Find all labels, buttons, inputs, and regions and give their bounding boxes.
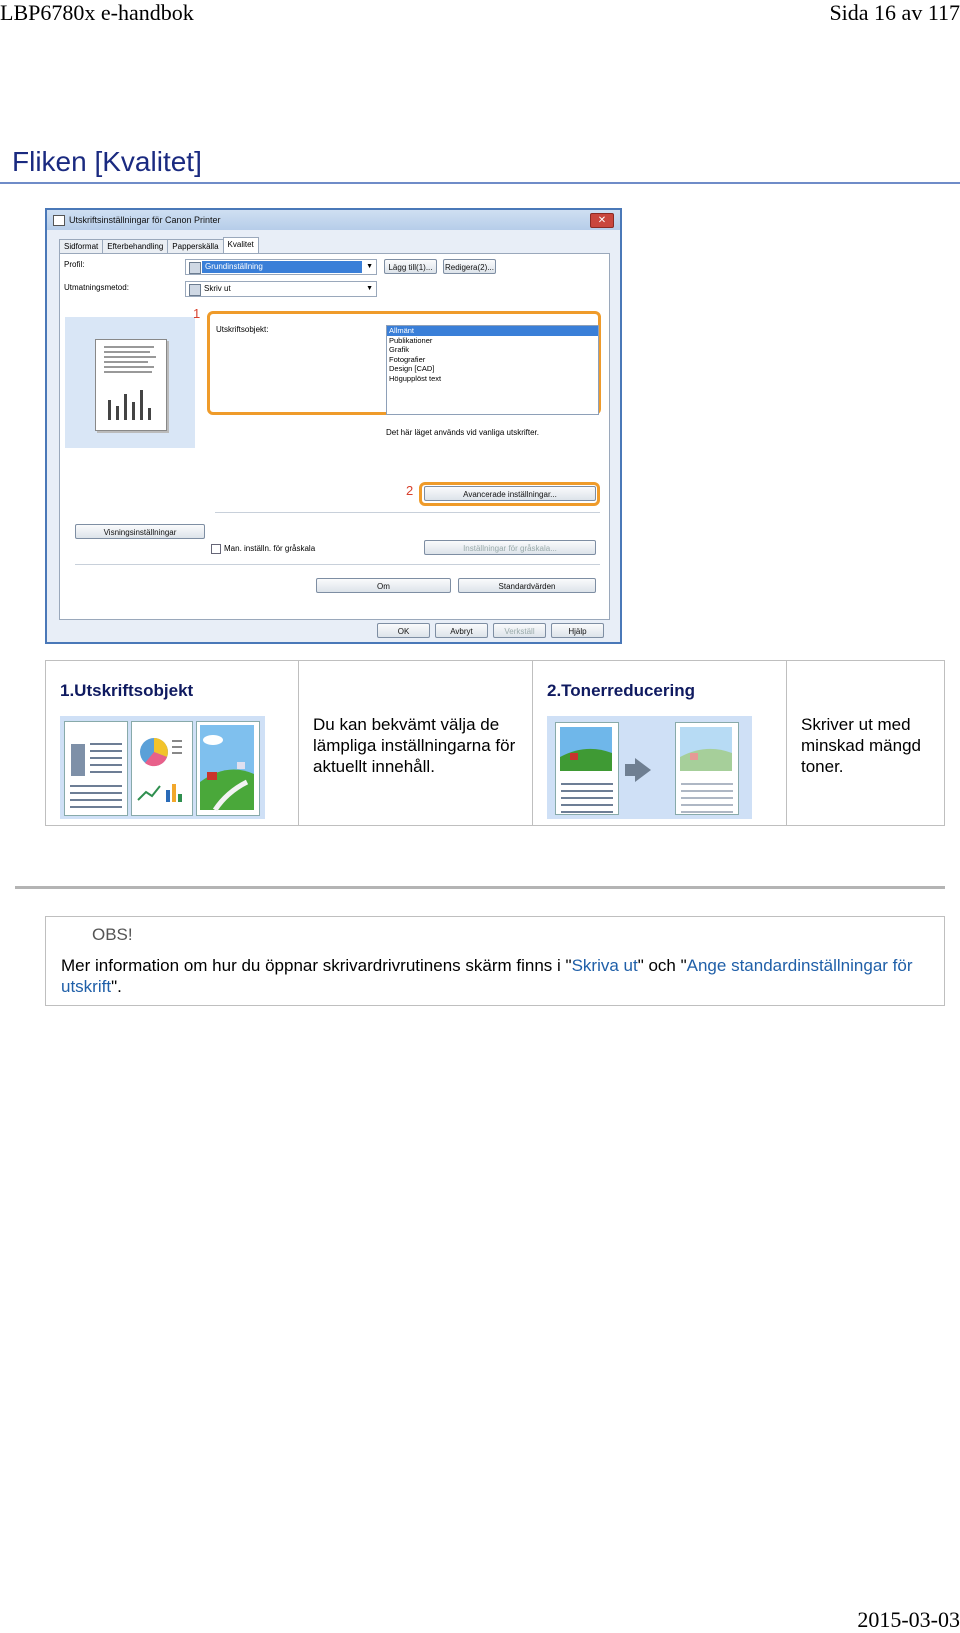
- tab-bar: [59, 237, 258, 253]
- close-button[interactable]: ✕: [590, 213, 614, 228]
- arrow-right-icon: [635, 758, 651, 782]
- print-settings-dialog: [45, 208, 622, 644]
- add-profile-button[interactable]: Lägg till(1)...: [384, 259, 437, 274]
- tab-quality[interactable]: Kvalitet: [223, 237, 259, 254]
- photo-page-icon: [196, 721, 260, 816]
- callout-number-1: 1: [193, 306, 201, 321]
- reduced-toner-page-icon: [675, 722, 739, 815]
- item1-description-cell: [299, 661, 533, 826]
- printer-icon: [53, 215, 65, 226]
- grayscale-checkbox[interactable]: [211, 544, 221, 554]
- feature-table: [45, 660, 945, 826]
- chevron-down-icon: ▼: [366, 285, 373, 292]
- list-item[interactable]: Allmänt: [387, 326, 598, 336]
- printer-icon: [189, 284, 201, 296]
- help-button[interactable]: Hjälp: [551, 623, 604, 638]
- chevron-down-icon: ▼: [366, 263, 373, 270]
- note-heading: OBS!: [92, 925, 133, 944]
- item2-cell: [533, 661, 787, 826]
- item1-cell: [46, 661, 299, 826]
- dialog-titlebar: [47, 210, 620, 230]
- item2-description-cell: [787, 661, 945, 826]
- item2-title: 2.Tonerreducering: [547, 681, 695, 700]
- preview-page: [95, 339, 167, 431]
- tab-page-setup[interactable]: Sidformat: [59, 239, 103, 254]
- profile-select[interactable]: [185, 259, 377, 275]
- about-button[interactable]: Om: [316, 578, 451, 593]
- tab-paper-source[interactable]: Papperskälla: [167, 239, 223, 254]
- link-default-settings[interactable]: Ange standardinställningar för utskrift: [61, 956, 913, 996]
- document-page-icon: [64, 721, 128, 816]
- grayscale-checkbox-label: Man. inställn. för gråskala: [224, 544, 316, 553]
- grayscale-settings-button[interactable]: Inställningar för gråskala...: [424, 540, 596, 555]
- list-item[interactable]: Publikationer: [389, 335, 433, 345]
- cancel-button[interactable]: Avbryt: [435, 623, 488, 638]
- print-objective-illustration: [60, 716, 265, 819]
- output-method-label: Utmatningsmetod:: [64, 283, 129, 292]
- chart-page-icon: [131, 721, 193, 816]
- output-method-select[interactable]: [185, 281, 377, 297]
- item1-title: 1.Utskriftsobjekt: [60, 681, 194, 700]
- objective-description: Det här läget används vid vanliga utskrifter.: [386, 428, 539, 437]
- note-text: [61, 955, 921, 997]
- note-box: [45, 916, 945, 1006]
- advanced-settings-button[interactable]: Avancerade inställningar...: [424, 486, 596, 501]
- note-text-middle: " och ": [637, 956, 687, 975]
- note-text-start: Mer information om hur du öppnar skrivardrivrutinens skärm finns i ": [61, 956, 572, 975]
- footer-date: 2015-03-03: [857, 1607, 960, 1632]
- link-print[interactable]: Skriva ut: [571, 956, 638, 975]
- print-preview: [65, 317, 195, 448]
- item2-text: Skriver ut med minskad mängd toner.: [801, 715, 922, 776]
- section-divider: [15, 886, 945, 889]
- item1-text: Du kan bekvämt välja de lämpliga inställningarna för aktuellt innehåll.: [313, 715, 516, 776]
- list-item[interactable]: Grafik: [389, 345, 410, 354]
- quality-tab-pane: [59, 253, 610, 620]
- divider: [215, 512, 600, 513]
- list-item[interactable]: Fotografier: [389, 354, 426, 364]
- output-method-value: Skriv ut: [204, 284, 231, 293]
- edit-profile-button[interactable]: Redigera(2)...: [443, 259, 496, 274]
- profile-value: Grundinställning: [202, 261, 362, 273]
- title-divider: [0, 182, 960, 184]
- document-header-title: LBP6780x e-handbok: [0, 0, 194, 25]
- divider: [75, 564, 600, 565]
- list-item[interactable]: Högupplöst text: [389, 373, 442, 383]
- page-title: Fliken [Kvalitet]: [12, 146, 202, 177]
- dialog-title: Utskriftsinställningar för Canon Printer: [69, 215, 221, 225]
- callout-number-2: 2: [406, 483, 414, 498]
- note-text-end: ".: [111, 977, 122, 996]
- print-objective-list[interactable]: [386, 325, 599, 415]
- view-settings-button[interactable]: Visningsinställningar: [75, 524, 205, 539]
- page-number: Sida 16 av 117: [829, 0, 960, 25]
- list-item[interactable]: Design [CAD]: [389, 364, 435, 373]
- defaults-button[interactable]: Standardvärden: [458, 578, 596, 593]
- print-objective-label: Utskriftsobjekt:: [216, 325, 269, 334]
- tab-finishing[interactable]: Efterbehandling: [102, 239, 168, 254]
- apply-button[interactable]: Verkställ: [493, 623, 546, 638]
- toner-reduction-illustration: [547, 716, 752, 819]
- full-toner-page-icon: [555, 722, 619, 815]
- ok-button[interactable]: OK: [377, 623, 430, 638]
- profile-icon: [189, 262, 201, 274]
- profile-label: Profil:: [64, 260, 85, 269]
